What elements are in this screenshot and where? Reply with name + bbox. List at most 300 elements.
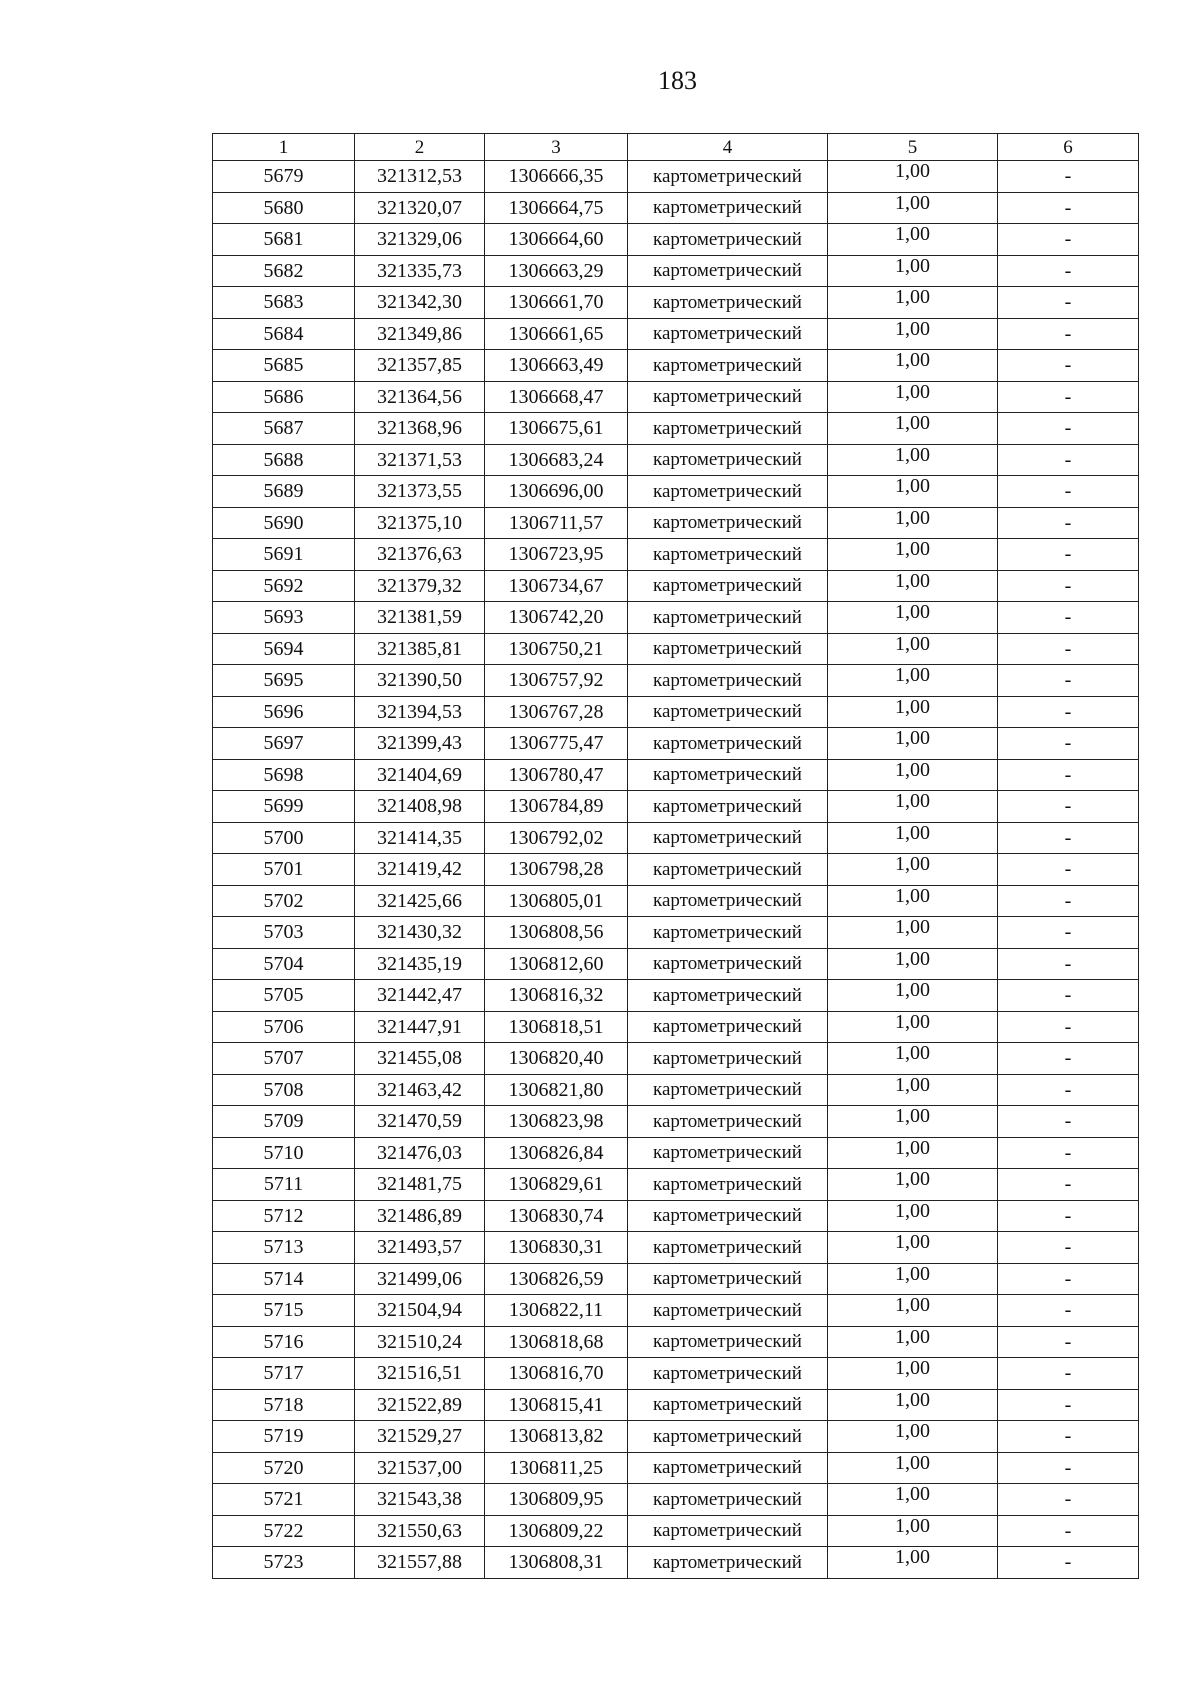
x-coordinate-cell: 321442,47 (355, 980, 485, 1012)
y-coordinate-cell: 1306661,65 (485, 318, 628, 350)
note-cell: - (998, 948, 1139, 980)
note-cell: - (998, 1011, 1139, 1043)
y-coordinate-cell: 1306792,02 (485, 822, 628, 854)
point-number-cell: 5686 (213, 381, 355, 413)
note-cell: - (998, 224, 1139, 256)
table-row (213, 854, 1139, 886)
method-cell: картометрический (628, 444, 828, 476)
point-number-cell: 5723 (213, 1547, 355, 1579)
point-number-cell: 5687 (213, 413, 355, 445)
point-number-cell: 5690 (213, 507, 355, 539)
y-coordinate-cell: 1306742,20 (485, 602, 628, 634)
accuracy-value: 1,00 (895, 570, 930, 592)
x-coordinate-cell: 321329,06 (355, 224, 485, 256)
y-coordinate-cell: 1306675,61 (485, 413, 628, 445)
accuracy-value: 1,00 (895, 1168, 930, 1191)
y-coordinate-cell: 1306818,68 (485, 1326, 628, 1358)
accuracy-value: 1,00 (895, 255, 930, 277)
accuracy-cell (828, 1200, 998, 1232)
accuracy-value: 1,00 (895, 759, 930, 781)
method-cell: картометрический (628, 1169, 828, 1201)
y-coordinate-cell: 1306813,82 (485, 1421, 628, 1453)
method-cell: картометрический (628, 1074, 828, 1106)
note-cell: - (998, 1515, 1139, 1547)
point-number-cell: 5698 (213, 759, 355, 791)
y-coordinate-cell: 1306821,80 (485, 1074, 628, 1106)
x-coordinate-cell: 321522,89 (355, 1389, 485, 1421)
method-cell: картометрический (628, 1295, 828, 1327)
note-cell: - (998, 1074, 1139, 1106)
x-coordinate-cell: 321537,00 (355, 1452, 485, 1484)
point-number-cell: 5701 (213, 854, 355, 886)
accuracy-cell (828, 1515, 998, 1547)
method-cell: картометрический (628, 696, 828, 728)
table-row (213, 1358, 1139, 1390)
table-row (213, 224, 1139, 256)
table-row (213, 980, 1139, 1012)
note-cell: - (998, 1295, 1139, 1327)
x-coordinate-cell: 321493,57 (355, 1232, 485, 1264)
accuracy-value: 1,00 (895, 1452, 930, 1474)
note-cell: - (998, 1232, 1139, 1264)
x-coordinate-cell: 321425,66 (355, 885, 485, 917)
table-row (213, 1263, 1139, 1295)
accuracy-cell (828, 1106, 998, 1138)
accuracy-cell (828, 1547, 998, 1579)
y-coordinate-cell: 1306757,92 (485, 665, 628, 697)
table-row (213, 1389, 1139, 1421)
accuracy-cell (828, 444, 998, 476)
column-header-6: 6 (998, 134, 1139, 161)
note-cell: - (998, 917, 1139, 949)
table-row (213, 192, 1139, 224)
table-row (213, 507, 1139, 539)
note-cell: - (998, 381, 1139, 413)
table-row (213, 885, 1139, 917)
table-row (213, 350, 1139, 382)
table-row (213, 570, 1139, 602)
accuracy-cell (828, 948, 998, 980)
accuracy-value: 1,00 (895, 286, 930, 309)
note-cell: - (998, 318, 1139, 350)
accuracy-cell (828, 192, 998, 224)
accuracy-value: 1,00 (895, 1105, 930, 1128)
method-cell: картометрический (628, 1421, 828, 1453)
note-cell: - (998, 539, 1139, 571)
x-coordinate-cell: 321320,07 (355, 192, 485, 224)
accuracy-cell (828, 507, 998, 539)
table-row (213, 1200, 1139, 1232)
point-number-cell: 5685 (213, 350, 355, 382)
point-number-cell: 5688 (213, 444, 355, 476)
x-coordinate-cell: 321364,56 (355, 381, 485, 413)
table-row (213, 1011, 1139, 1043)
y-coordinate-cell: 1306767,28 (485, 696, 628, 728)
accuracy-value: 1,00 (895, 1263, 930, 1285)
y-coordinate-cell: 1306811,25 (485, 1452, 628, 1484)
x-coordinate-cell: 321379,32 (355, 570, 485, 602)
point-number-cell: 5713 (213, 1232, 355, 1264)
accuracy-cell (828, 1452, 998, 1484)
accuracy-value: 1,00 (895, 1294, 930, 1317)
y-coordinate-cell: 1306775,47 (485, 728, 628, 760)
x-coordinate-cell: 321510,24 (355, 1326, 485, 1358)
accuracy-cell (828, 1263, 998, 1295)
x-coordinate-cell: 321408,98 (355, 791, 485, 823)
accuracy-value: 1,00 (895, 601, 930, 624)
method-cell: картометрический (628, 633, 828, 665)
note-cell: - (998, 1263, 1139, 1295)
accuracy-value: 1,00 (895, 979, 930, 1002)
table-row (213, 791, 1139, 823)
point-number-cell: 5712 (213, 1200, 355, 1232)
point-number-cell: 5691 (213, 539, 355, 571)
table-row (213, 1295, 1139, 1327)
x-coordinate-cell: 321529,27 (355, 1421, 485, 1453)
point-number-cell: 5702 (213, 885, 355, 917)
accuracy-cell (828, 728, 998, 760)
y-coordinate-cell: 1306711,57 (485, 507, 628, 539)
accuracy-value: 1,00 (895, 696, 930, 718)
note-cell: - (998, 885, 1139, 917)
x-coordinate-cell: 321476,03 (355, 1137, 485, 1169)
accuracy-cell (828, 854, 998, 886)
accuracy-cell (828, 980, 998, 1012)
y-coordinate-cell: 1306664,75 (485, 192, 628, 224)
method-cell: картометрический (628, 1043, 828, 1075)
x-coordinate-cell: 321486,89 (355, 1200, 485, 1232)
accuracy-cell (828, 917, 998, 949)
accuracy-value: 1,00 (895, 223, 930, 246)
y-coordinate-cell: 1306829,61 (485, 1169, 628, 1201)
accuracy-value: 1,00 (895, 1483, 930, 1506)
point-number-cell: 5707 (213, 1043, 355, 1075)
point-number-cell: 5706 (213, 1011, 355, 1043)
accuracy-cell (828, 539, 998, 571)
table-row (213, 1326, 1139, 1358)
x-coordinate-cell: 321394,53 (355, 696, 485, 728)
accuracy-cell (828, 791, 998, 823)
point-number-cell: 5697 (213, 728, 355, 760)
method-cell: картометрический (628, 318, 828, 350)
table-row (213, 1043, 1139, 1075)
method-cell: картометрический (628, 476, 828, 508)
method-cell: картометрический (628, 791, 828, 823)
accuracy-value: 1,00 (895, 853, 930, 876)
table-row (213, 1515, 1139, 1547)
accuracy-cell (828, 759, 998, 791)
point-number-cell: 5720 (213, 1452, 355, 1484)
y-coordinate-cell: 1306668,47 (485, 381, 628, 413)
point-number-cell: 5683 (213, 287, 355, 319)
y-coordinate-cell: 1306696,00 (485, 476, 628, 508)
table-row (213, 948, 1139, 980)
method-cell: картометрический (628, 255, 828, 287)
accuracy-value: 1,00 (895, 1231, 930, 1254)
point-number-cell: 5703 (213, 917, 355, 949)
x-coordinate-cell: 321357,85 (355, 350, 485, 382)
method-cell: картометрический (628, 759, 828, 791)
accuracy-cell (828, 1358, 998, 1390)
x-coordinate-cell: 321373,55 (355, 476, 485, 508)
x-coordinate-cell: 321455,08 (355, 1043, 485, 1075)
y-coordinate-cell: 1306750,21 (485, 633, 628, 665)
accuracy-cell (828, 633, 998, 665)
method-cell: картометрический (628, 192, 828, 224)
table-row (213, 444, 1139, 476)
note-cell: - (998, 507, 1139, 539)
note-cell: - (998, 476, 1139, 508)
y-coordinate-cell: 1306663,49 (485, 350, 628, 382)
accuracy-cell (828, 1389, 998, 1421)
method-cell: картометрический (628, 539, 828, 571)
note-cell: - (998, 413, 1139, 445)
table-row (213, 633, 1139, 665)
method-cell: картометрический (628, 1358, 828, 1390)
table-row (213, 696, 1139, 728)
accuracy-cell (828, 1326, 998, 1358)
point-number-cell: 5714 (213, 1263, 355, 1295)
method-cell: картометрический (628, 728, 828, 760)
note-cell: - (998, 570, 1139, 602)
note-cell: - (998, 1389, 1139, 1421)
x-coordinate-cell: 321499,06 (355, 1263, 485, 1295)
point-number-cell: 5684 (213, 318, 355, 350)
note-cell: - (998, 759, 1139, 791)
y-coordinate-cell: 1306663,29 (485, 255, 628, 287)
table-row (213, 602, 1139, 634)
method-cell: картометрический (628, 1547, 828, 1579)
y-coordinate-cell: 1306815,41 (485, 1389, 628, 1421)
method-cell: картометрический (628, 161, 828, 193)
y-coordinate-cell: 1306784,89 (485, 791, 628, 823)
note-cell: - (998, 791, 1139, 823)
accuracy-value: 1,00 (895, 1515, 930, 1537)
accuracy-value: 1,00 (895, 1546, 930, 1569)
accuracy-cell (828, 255, 998, 287)
method-cell: картометрический (628, 350, 828, 382)
accuracy-cell (828, 570, 998, 602)
table-row (213, 476, 1139, 508)
y-coordinate-cell: 1306798,28 (485, 854, 628, 886)
x-coordinate-cell: 321447,91 (355, 1011, 485, 1043)
x-coordinate-cell: 321371,53 (355, 444, 485, 476)
y-coordinate-cell: 1306830,31 (485, 1232, 628, 1264)
accuracy-value: 1,00 (895, 1200, 930, 1222)
accuracy-value: 1,00 (895, 507, 930, 529)
x-coordinate-cell: 321550,63 (355, 1515, 485, 1547)
point-number-cell: 5694 (213, 633, 355, 665)
accuracy-value: 1,00 (895, 349, 930, 372)
point-number-cell: 5715 (213, 1295, 355, 1327)
note-cell: - (998, 1043, 1139, 1075)
method-cell: картометрический (628, 948, 828, 980)
point-number-cell: 5680 (213, 192, 355, 224)
point-number-cell: 5682 (213, 255, 355, 287)
table-row (213, 318, 1139, 350)
table-body (213, 161, 1139, 1579)
y-coordinate-cell: 1306830,74 (485, 1200, 628, 1232)
accuracy-cell (828, 1295, 998, 1327)
note-cell: - (998, 1452, 1139, 1484)
table-row (213, 161, 1139, 193)
x-coordinate-cell: 321414,35 (355, 822, 485, 854)
note-cell: - (998, 1326, 1139, 1358)
note-cell: - (998, 1484, 1139, 1516)
y-coordinate-cell: 1306664,60 (485, 224, 628, 256)
coordinates-table (212, 133, 1139, 1579)
method-cell: картометрический (628, 413, 828, 445)
accuracy-cell (828, 381, 998, 413)
x-coordinate-cell: 321342,30 (355, 287, 485, 319)
method-cell: картометрический (628, 1389, 828, 1421)
accuracy-cell (828, 602, 998, 634)
accuracy-value: 1,00 (895, 412, 930, 435)
y-coordinate-cell: 1306808,31 (485, 1547, 628, 1579)
note-cell: - (998, 633, 1139, 665)
page-number: 183 (658, 66, 697, 95)
method-cell: картометрический (628, 224, 828, 256)
method-cell: картометрический (628, 1011, 828, 1043)
note-cell: - (998, 1106, 1139, 1138)
accuracy-cell (828, 350, 998, 382)
x-coordinate-cell: 321470,59 (355, 1106, 485, 1138)
x-coordinate-cell: 321404,69 (355, 759, 485, 791)
note-cell: - (998, 192, 1139, 224)
method-cell: картометрический (628, 1515, 828, 1547)
x-coordinate-cell: 321390,50 (355, 665, 485, 697)
table-row (213, 759, 1139, 791)
accuracy-cell (828, 1137, 998, 1169)
point-number-cell: 5679 (213, 161, 355, 193)
table-row (213, 1547, 1139, 1579)
point-number-cell: 5699 (213, 791, 355, 823)
point-number-cell: 5700 (213, 822, 355, 854)
point-number-cell: 5681 (213, 224, 355, 256)
method-cell: картометрический (628, 1484, 828, 1516)
column-header-4: 4 (628, 134, 828, 161)
column-header-2: 2 (355, 134, 485, 161)
point-number-cell: 5704 (213, 948, 355, 980)
note-cell: - (998, 161, 1139, 193)
y-coordinate-cell: 1306816,70 (485, 1358, 628, 1390)
table-row (213, 381, 1139, 413)
table-row (213, 539, 1139, 571)
table-row (213, 287, 1139, 319)
note-cell: - (998, 287, 1139, 319)
accuracy-value: 1,00 (895, 1326, 930, 1348)
accuracy-value: 1,00 (895, 318, 930, 340)
x-coordinate-cell: 321435,19 (355, 948, 485, 980)
x-coordinate-cell: 321349,86 (355, 318, 485, 350)
method-cell: картометрический (628, 1263, 828, 1295)
y-coordinate-cell: 1306808,56 (485, 917, 628, 949)
note-cell: - (998, 255, 1139, 287)
x-coordinate-cell: 321430,32 (355, 917, 485, 949)
y-coordinate-cell: 1306734,67 (485, 570, 628, 602)
point-number-cell: 5709 (213, 1106, 355, 1138)
point-number-cell: 5696 (213, 696, 355, 728)
y-coordinate-cell: 1306780,47 (485, 759, 628, 791)
accuracy-value: 1,00 (895, 633, 930, 655)
accuracy-value: 1,00 (895, 1011, 930, 1033)
method-cell: картометрический (628, 854, 828, 886)
accuracy-cell (828, 413, 998, 445)
accuracy-cell (828, 318, 998, 350)
x-coordinate-cell: 321399,43 (355, 728, 485, 760)
y-coordinate-cell: 1306822,11 (485, 1295, 628, 1327)
y-coordinate-cell: 1306805,01 (485, 885, 628, 917)
accuracy-value: 1,00 (895, 192, 930, 214)
point-number-cell: 5705 (213, 980, 355, 1012)
table-row (213, 1484, 1139, 1516)
method-cell: картометрический (628, 570, 828, 602)
point-number-cell: 5692 (213, 570, 355, 602)
x-coordinate-cell: 321516,51 (355, 1358, 485, 1390)
x-coordinate-cell: 321368,96 (355, 413, 485, 445)
method-cell: картометрический (628, 822, 828, 854)
accuracy-cell (828, 665, 998, 697)
accuracy-cell (828, 1074, 998, 1106)
point-number-cell: 5717 (213, 1358, 355, 1390)
accuracy-value: 1,00 (895, 538, 930, 561)
note-cell: - (998, 665, 1139, 697)
table-row (213, 1232, 1139, 1264)
x-coordinate-cell: 321375,10 (355, 507, 485, 539)
accuracy-value: 1,00 (895, 1042, 930, 1065)
y-coordinate-cell: 1306809,95 (485, 1484, 628, 1516)
method-cell: картометрический (628, 1137, 828, 1169)
column-header-1: 1 (213, 134, 355, 161)
table-row (213, 413, 1139, 445)
y-coordinate-cell: 1306818,51 (485, 1011, 628, 1043)
accuracy-cell (828, 1421, 998, 1453)
method-cell: картометрический (628, 381, 828, 413)
accuracy-cell (828, 1232, 998, 1264)
y-coordinate-cell: 1306816,32 (485, 980, 628, 1012)
note-cell: - (998, 1421, 1139, 1453)
x-coordinate-cell: 321481,75 (355, 1169, 485, 1201)
point-number-cell: 5711 (213, 1169, 355, 1201)
accuracy-value: 1,00 (895, 790, 930, 813)
point-number-cell: 5708 (213, 1074, 355, 1106)
table-row (213, 917, 1139, 949)
accuracy-cell (828, 1043, 998, 1075)
method-cell: картометрический (628, 287, 828, 319)
point-number-cell: 5718 (213, 1389, 355, 1421)
y-coordinate-cell: 1306809,22 (485, 1515, 628, 1547)
y-coordinate-cell: 1306683,24 (485, 444, 628, 476)
point-number-cell: 5721 (213, 1484, 355, 1516)
accuracy-cell (828, 161, 998, 193)
note-cell: - (998, 1200, 1139, 1232)
accuracy-cell (828, 885, 998, 917)
table-row (213, 728, 1139, 760)
method-cell: картометрический (628, 1200, 828, 1232)
x-coordinate-cell: 321543,38 (355, 1484, 485, 1516)
accuracy-value: 1,00 (895, 948, 930, 970)
accuracy-value: 1,00 (895, 381, 930, 403)
accuracy-value: 1,00 (895, 916, 930, 939)
table-row (213, 665, 1139, 697)
note-cell: - (998, 696, 1139, 728)
table-row (213, 1452, 1139, 1484)
y-coordinate-cell: 1306666,35 (485, 161, 628, 193)
y-coordinate-cell: 1306823,98 (485, 1106, 628, 1138)
accuracy-value: 1,00 (895, 822, 930, 844)
y-coordinate-cell: 1306826,59 (485, 1263, 628, 1295)
accuracy-cell (828, 224, 998, 256)
